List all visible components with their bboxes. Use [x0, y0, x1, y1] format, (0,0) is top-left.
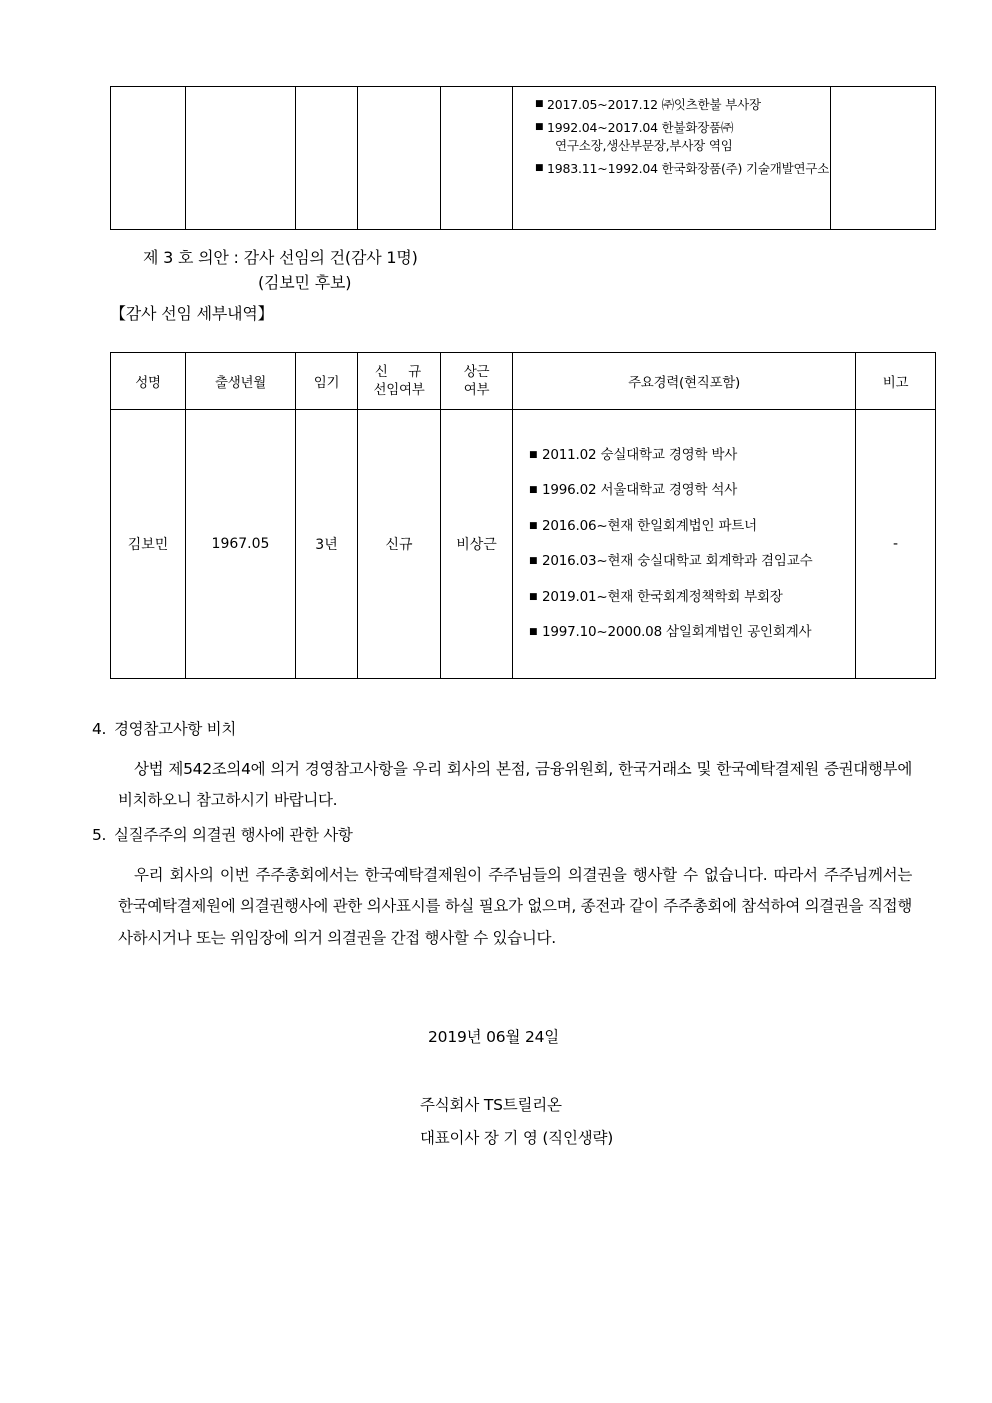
- signature-date: 2019년 06월 24일: [428, 1028, 560, 1046]
- cell-fulltime-continued: [441, 87, 513, 230]
- cell-remarks: -: [856, 410, 936, 679]
- square-bullet-icon: ■: [535, 99, 544, 109]
- section-5-number: 5.: [92, 826, 107, 844]
- career-list-continued: [535, 99, 830, 175]
- cell-name-continued: [111, 87, 186, 230]
- square-bullet-icon: ■: [529, 591, 538, 602]
- square-bullet-icon: ■: [529, 627, 538, 637]
- column-header-remarks: 비고: [856, 353, 936, 410]
- column-header-career: 주요경력(현직포함): [513, 353, 856, 410]
- column-header-name: 성명: [111, 353, 186, 410]
- continued-career-table: [110, 86, 936, 230]
- square-bullet-icon: ■: [529, 449, 538, 460]
- career-list: [529, 446, 855, 640]
- career-item: ■ 2016.03~현재 숭실대학교 회계학과 겸임교수: [529, 553, 813, 569]
- section-5: [92, 828, 912, 955]
- column-header-fulltime-line2: 여부: [463, 382, 490, 398]
- column-header-fulltime-line1: 상근: [463, 363, 490, 380]
- column-header-new-appointment-line1: 신 규: [374, 363, 430, 380]
- section-4-number: 4.: [92, 720, 107, 738]
- career-item: ■ 1983.11~1992.04 한국화장품(주) 기술개발연구소: [535, 160, 830, 176]
- section-5-heading-text: 실질주주의 의결권 행사에 관한 사항: [114, 826, 353, 844]
- section-label-auditor-details: 【감사 선임 세부내역】: [110, 303, 274, 323]
- square-bullet-icon: ■: [529, 556, 538, 566]
- square-bullet-icon: ■: [529, 485, 538, 495]
- agenda-candidate: (김보민 후보): [258, 272, 352, 292]
- career-item: ■ 1996.02 서울대학교 경영학 석사: [529, 482, 738, 498]
- section-4: [92, 722, 912, 817]
- cell-remarks-continued: [831, 87, 936, 230]
- table-row: [111, 87, 936, 230]
- cell-new-appointment: 신규: [358, 410, 441, 679]
- signature-ceo: 대표이사 장 기 영 (직인생략): [420, 1129, 614, 1147]
- cell-new-appointment-continued: [358, 87, 441, 230]
- section-4-body-text: 상법 제542조의4에 의거 경영참고사항을 우리 회사의 본점, 금융위원회, 한국거래소 및 한국예탁결제원 증권대행부에 비치하오니 참고하시기 바랍니다.: [118, 759, 912, 810]
- section-5-body-text: 우리 회사의 이번 주주총회에서는 한국예탁결제원이 주주님들의 의결권을 행사할 수 없습니다. 따라서 주주님께서는 한국예탁결제원에 의결권행사에 관한 의사표시를 하실 필요가 없으며, 종전과 같이 주주총회에 참석하여 의결권을 직접행사하시거나 또는 위임장에 의거 의결권을 간접 행사할 수 있습니다.: [118, 865, 912, 948]
- career-item-subline: 연구소장,생산부문장,부사장 역임: [555, 138, 733, 153]
- career-item: ■ 1997.10~2000.08 삼일회계법인 공인회계사: [529, 624, 812, 640]
- square-bullet-icon: ■: [529, 520, 538, 531]
- section-4-heading-text: 경영참고사항 비치: [114, 720, 237, 738]
- career-item: ■ 2016.06~현재 한일회계법인 파트너: [529, 517, 757, 534]
- square-bullet-icon: ■: [535, 162, 544, 173]
- section-5-body: [92, 860, 912, 955]
- table-header-row: [111, 353, 936, 410]
- column-header-new-appointment: [358, 353, 441, 410]
- table-row: [111, 410, 936, 679]
- cell-birth-continued: [186, 87, 296, 230]
- section-5-heading: [92, 828, 912, 844]
- cell-birth: 1967.05: [186, 410, 296, 679]
- career-item: ■ 2019.01~현재 한국회계정책학회 부회장: [529, 588, 783, 605]
- column-header-new-appointment-line2: 선임여부: [373, 382, 425, 398]
- column-header-term: 임기: [296, 353, 358, 410]
- signature-company: 주식회사 TS트릴리온: [420, 1096, 562, 1114]
- cell-fulltime: 비상근: [441, 410, 513, 679]
- career-item: ■ 2011.02 숭실대학교 경영학 박사: [529, 446, 738, 463]
- career-item: ■ 2017.05~2017.12 ㈜잇츠한불 부사장: [535, 97, 761, 112]
- section-4-body: [92, 754, 912, 818]
- cell-term-continued: [296, 87, 358, 230]
- career-item: ■ 1992.04~2017.04 한불화장품㈜: [535, 119, 734, 135]
- cell-name: 김보민: [111, 410, 186, 679]
- cell-career: [513, 410, 856, 679]
- column-header-fulltime: [441, 353, 513, 410]
- cell-term: 3년: [296, 410, 358, 679]
- auditor-details-table: [110, 352, 936, 679]
- agenda-block: [110, 246, 940, 326]
- section-4-heading: [92, 722, 912, 738]
- agenda-title: 제 3 호 의안 : 감사 선임의 건(감사 1명): [143, 248, 418, 267]
- square-bullet-icon: ■: [535, 121, 544, 132]
- cell-career-continued: [513, 87, 831, 230]
- column-header-birth: 출생년월: [186, 353, 296, 410]
